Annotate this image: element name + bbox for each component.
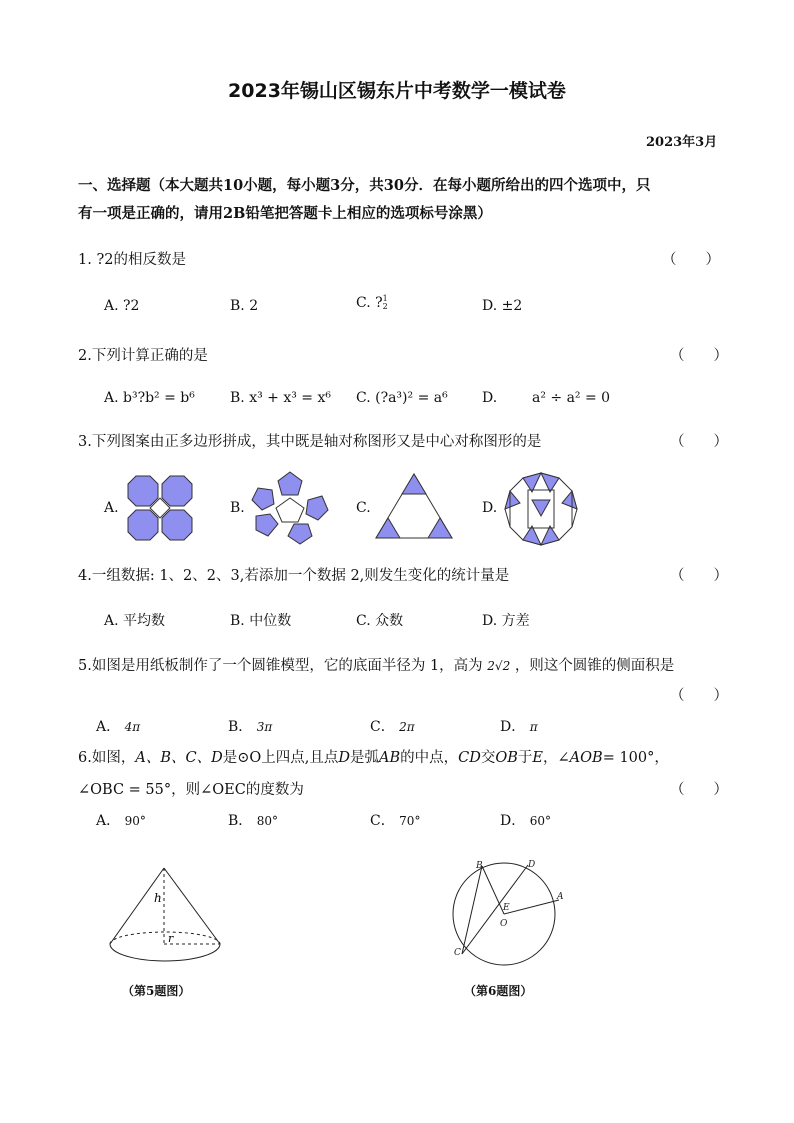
circle-label-b: B xyxy=(476,861,483,871)
q5-option-d-value: π xyxy=(529,720,538,734)
q4-option-b: B. 中位数 xyxy=(230,613,292,629)
caption-figure-5: （第5题图） xyxy=(122,984,191,998)
q4-answer-paren: （ ） xyxy=(670,568,728,584)
q6-t7: 的中点， xyxy=(400,750,459,766)
page-title: 2023年锡山区锡东片中考数学一模试卷 xyxy=(228,80,566,102)
q6-t15: = 100°， xyxy=(602,750,669,766)
q5-height-value: 2√2 xyxy=(487,659,511,673)
q2-stem: 2.下列计算正确的是 xyxy=(78,348,208,364)
q3-figure-d-dodecagon xyxy=(502,470,580,548)
q6-t11: 于 xyxy=(517,750,533,766)
q5-stem xyxy=(78,654,674,675)
q6-t4: D xyxy=(338,750,350,766)
q1-option-d: D. ±2 xyxy=(482,298,523,314)
q6-circle-figure xyxy=(442,856,572,974)
q6-option-b-label: B． xyxy=(228,813,253,829)
q6-option-a-value: 90° xyxy=(124,814,146,828)
q6-option-d-label: D． xyxy=(500,813,526,829)
q5-option-a-value: 4π xyxy=(124,720,141,734)
circle-label-a: A xyxy=(557,892,564,902)
q2-answer-paren: （ ） xyxy=(670,348,728,364)
cone-label-h: h xyxy=(154,891,162,905)
q6-t13: ，∠ xyxy=(543,750,570,766)
circle-label-c: C xyxy=(454,948,461,958)
q1-frac-num: 1 xyxy=(382,294,388,303)
q5-cone-figure xyxy=(104,864,230,970)
q3-option-b: B. xyxy=(230,500,245,516)
q5-stem-tail: ，则这个圆锥的侧面积是 xyxy=(514,658,675,674)
q6-t12: E xyxy=(532,750,544,766)
cone-label-r: r xyxy=(168,932,174,945)
q6-t14: AOB xyxy=(569,750,603,766)
q3-figure-b-pentagons xyxy=(248,470,332,546)
q5-stem-text: 5.如图是用纸板制作了一个圆锥模型，它的底面半径为 1，高为 xyxy=(78,658,483,674)
q6-t9: 交 xyxy=(480,750,496,766)
q4-option-a: A. 平均数 xyxy=(104,613,166,629)
q4-option-d: D. 方差 xyxy=(482,613,530,629)
q5-option-b-label: B． xyxy=(228,719,253,735)
circle-label-e: E xyxy=(503,903,510,913)
q6-option-b xyxy=(228,810,278,830)
q6-option-a-label: A． xyxy=(96,813,121,829)
q5-option-a-label: A． xyxy=(96,719,121,735)
q3-figure-c-triangles xyxy=(374,472,454,540)
circle-label-d: D xyxy=(528,860,536,870)
q6-stem-line2: ∠OBC = 55°，则∠OEC的度数为 xyxy=(78,782,304,798)
q2-option-d-expr: a² ÷ a² = 0 xyxy=(532,390,611,406)
q5-answer-paren: （ ） xyxy=(670,688,728,704)
q3-option-c: C. xyxy=(356,500,371,516)
q6-option-a xyxy=(96,810,146,830)
q5-option-b xyxy=(228,716,272,736)
q5-option-c-value: 2π xyxy=(399,720,415,734)
q6-stem-line1 xyxy=(78,746,669,767)
q4-option-c: C. 众数 xyxy=(356,613,404,629)
q6-t2: A、B、C、D xyxy=(135,750,223,766)
section-heading-line2: 有一项是正确的，请用2B铅笔把答题卡上相应的选项标号涂黑） xyxy=(78,205,492,222)
q6-option-c-label: C． xyxy=(370,813,395,829)
q3-option-d: D. xyxy=(482,500,498,516)
q4-stem: 4.一组数据: 1、2、2、3,若添加一个数据 2,则发生变化的统计量是 xyxy=(78,568,510,584)
q1-option-a: A. ?2 xyxy=(104,298,140,314)
q5-option-b-value: 3π xyxy=(256,720,273,734)
q5-option-c xyxy=(370,716,415,736)
q3-figure-a-octagons xyxy=(126,474,194,542)
q6-option-d xyxy=(500,810,551,830)
q2-option-b: B. x³ + x³ = x⁶ xyxy=(230,390,331,406)
q1-stem: 1. ?2的相反数是 xyxy=(78,252,186,268)
q6-t3: 是⊙O上四点,且点 xyxy=(222,750,339,766)
q2-option-d: D. xyxy=(482,390,498,406)
q1-option-c-label: C. ? xyxy=(356,295,383,311)
caption-figure-6: （第6题图） xyxy=(464,984,533,998)
q3-option-a: A. xyxy=(104,500,119,516)
q5-option-d-label: D． xyxy=(500,719,526,735)
q2-option-c: C. (?a³)² = a⁶ xyxy=(356,390,448,406)
q6-t1: 6.如图， xyxy=(78,750,136,766)
q3-answer-paren: （ ） xyxy=(670,434,728,450)
q6-t10: OB xyxy=(495,750,518,766)
q1-option-b: B. 2 xyxy=(230,298,259,314)
q6-t8: CD xyxy=(458,750,481,766)
q1-answer-paren: （ ） xyxy=(662,252,720,268)
q5-option-c-label: C． xyxy=(370,719,395,735)
q6-option-c xyxy=(370,810,420,830)
q5-option-d xyxy=(500,716,538,736)
q6-t5: 是弧 xyxy=(350,750,379,766)
circle-label-o: O xyxy=(500,919,508,929)
q6-t6: AB xyxy=(379,750,401,766)
q6-answer-paren: （ ） xyxy=(670,782,728,798)
q2-option-a: A. b³?b² = b⁶ xyxy=(104,390,195,406)
q1-frac-den: 2 xyxy=(382,302,388,311)
q3-stem: 3.下列图案由正多边形拼成，其中既是轴对称图形又是中心对称图形的是 xyxy=(78,434,542,450)
exam-date: 2023年3月 xyxy=(646,135,718,150)
q6-option-b-value: 80° xyxy=(256,814,279,828)
q1-option-c xyxy=(356,295,388,311)
q6-option-c-value: 70° xyxy=(399,814,421,828)
q6-option-d-value: 60° xyxy=(529,814,551,828)
q5-option-a xyxy=(96,716,140,736)
section-heading-line1: 一、选择题（本大题共10小题，每小题3分，共30分．在每小题所给出的四个选项中，只 xyxy=(78,177,651,194)
